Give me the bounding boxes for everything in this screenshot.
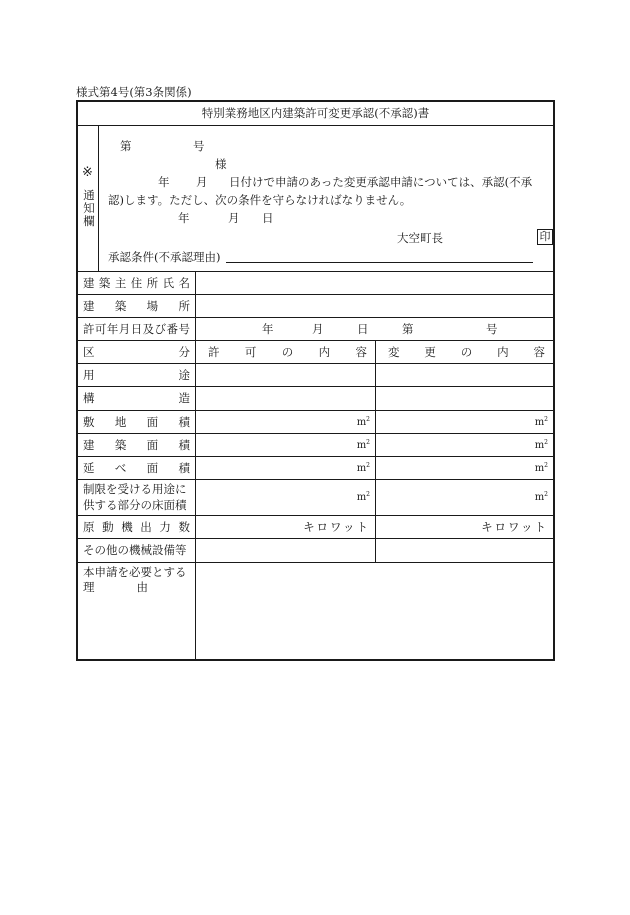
- field-structure-change[interactable]: [376, 386, 553, 410]
- field-use-permit[interactable]: [196, 363, 376, 386]
- unit-sqm: $m^2$: [356, 415, 370, 428]
- label-site-area: 敷地面積: [78, 410, 196, 433]
- table-row-building-area: [78, 433, 553, 457]
- notice-divider: [98, 125, 99, 271]
- table-row-division: [78, 340, 553, 364]
- table-row-restricted-area: [78, 479, 553, 516]
- field-other-equipment-permit[interactable]: [196, 538, 376, 562]
- table-row-other-equipment: [78, 538, 553, 563]
- label-motor-output: 原動機出力数: [78, 515, 196, 538]
- issue-date-year: 年: [178, 211, 190, 225]
- field-motor-output-change[interactable]: [376, 515, 553, 538]
- field-permit[interactable]: [196, 317, 553, 340]
- field-restricted-area-change[interactable]: [376, 479, 553, 515]
- application-table: [78, 271, 553, 659]
- table-row-owner: [78, 271, 553, 295]
- unit-sqm: $m^2$: [356, 491, 370, 503]
- field-building-area-change[interactable]: [376, 433, 553, 456]
- label-structure: 構造: [78, 386, 196, 410]
- table-row-motor-output: [78, 515, 553, 539]
- unit-sqm: $m^2$: [534, 438, 548, 451]
- table-row-structure: [78, 386, 553, 411]
- header-permit-content: 許可の内容: [196, 340, 376, 363]
- unit-sqm: $m^2$: [356, 461, 370, 474]
- field-restricted-area-permit[interactable]: [196, 479, 376, 515]
- header-change-content: 変更の内容: [388, 344, 545, 359]
- field-site[interactable]: [196, 294, 553, 317]
- unit-sqm: $m^2$: [534, 491, 548, 503]
- unit-kilowatt: キロワット: [303, 519, 370, 534]
- unit-kilowatt: キロワット: [481, 519, 548, 534]
- notification-section: [78, 125, 553, 272]
- permit-year: 年: [262, 322, 274, 336]
- table-row-site: [78, 294, 553, 318]
- issue-date-day: 日: [262, 211, 274, 225]
- issuer-name: 大空町長: [397, 231, 443, 245]
- field-other-equipment-change[interactable]: [376, 538, 553, 562]
- field-owner[interactable]: [196, 271, 553, 294]
- field-motor-output-permit[interactable]: [196, 515, 376, 538]
- form-frame: [76, 100, 555, 661]
- notice-side-label: 通知欄: [83, 188, 95, 228]
- table-row-site-area: [78, 410, 553, 434]
- table-row-use: [78, 363, 553, 387]
- field-floor-area-permit[interactable]: [196, 456, 376, 479]
- label-restricted-area: 制限を受ける用途に 供する部分の床面積: [78, 479, 196, 515]
- label-owner: 建築主住所氏名: [78, 271, 196, 294]
- table-row-floor-area: [78, 456, 553, 480]
- field-site-area-change[interactable]: [376, 410, 553, 433]
- conditions-underline: [226, 262, 533, 263]
- table-row-reason: [78, 562, 553, 659]
- notice-body-line2: 認)します。ただし、次の条件を守らなければなりません。: [108, 193, 412, 207]
- table-row-permit: [78, 317, 553, 341]
- addressee-suffix: 様: [215, 157, 227, 171]
- label-use: 用途: [78, 363, 196, 386]
- unit-sqm: $m^2$: [534, 461, 548, 474]
- notice-number-prefix: 第: [120, 139, 132, 153]
- notice-date-month: 月: [196, 175, 208, 189]
- field-use-change[interactable]: [376, 363, 553, 386]
- label-other-equipment: その他の機械設備等: [78, 538, 196, 562]
- seal-stamp-box: 印: [537, 229, 553, 245]
- form-title: 特別業務地区内建築許可変更承認(不承認)書: [78, 102, 553, 126]
- unit-sqm: $m^2$: [356, 438, 370, 451]
- label-permit: 許可年月日及び番号: [78, 317, 196, 340]
- field-site-area-permit[interactable]: [196, 410, 376, 433]
- field-floor-area-change[interactable]: [376, 456, 553, 479]
- permit-number-prefix: 第: [402, 322, 414, 336]
- notice-body-line1: 日付けで申請のあった変更承認申請については、承認(不承: [229, 175, 533, 189]
- issue-date-month: 月: [228, 211, 240, 225]
- asterisk-icon: ※: [82, 165, 93, 180]
- label-floor-area: 延べ面積: [78, 456, 196, 479]
- notice-date-year: 年: [158, 175, 170, 189]
- field-structure-permit[interactable]: [196, 386, 376, 410]
- form-number-label: 様式第4号(第3条関係): [76, 85, 192, 99]
- notice-number-suffix: 号: [193, 139, 205, 153]
- conditions-label: 承認条件(不承認理由): [108, 250, 221, 264]
- field-building-area-permit[interactable]: [196, 433, 376, 456]
- permit-number-suffix: 号: [486, 322, 498, 336]
- field-reason[interactable]: [196, 562, 553, 659]
- label-building-area: 建築面積: [78, 433, 196, 456]
- unit-sqm: $m^2$: [534, 415, 548, 428]
- permit-month: 月: [312, 322, 324, 336]
- permit-day: 日: [357, 322, 369, 336]
- label-reason: 本申請を必要とする 理 由: [78, 562, 196, 659]
- label-division: 区分: [78, 340, 196, 363]
- label-site: 建築場所: [78, 294, 196, 317]
